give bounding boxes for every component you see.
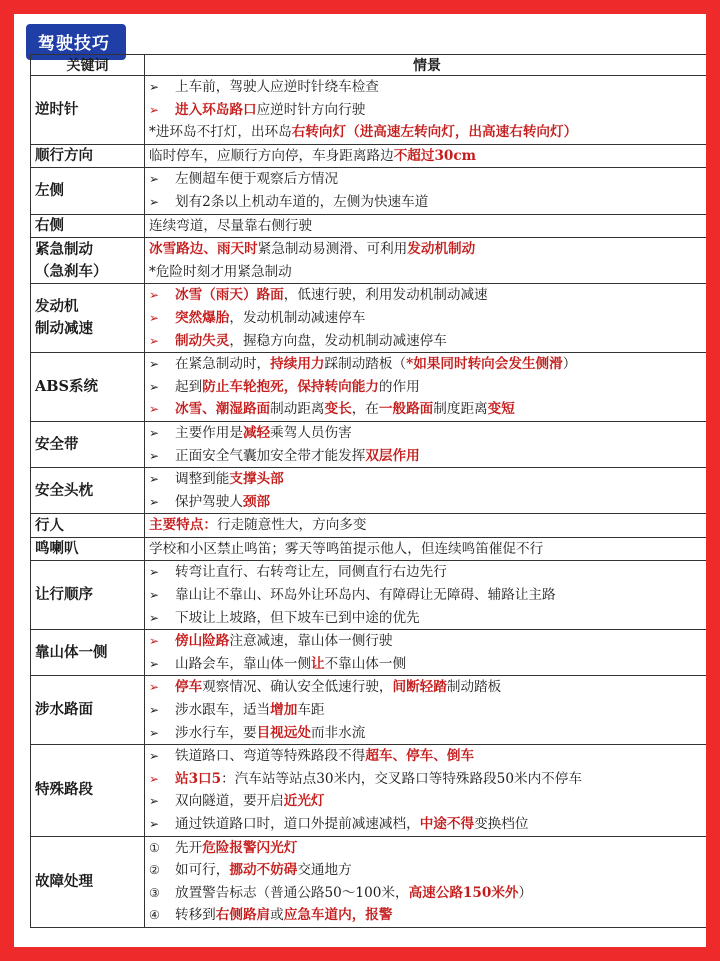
scenario-line — [149, 398, 705, 421]
scenario-cell — [145, 168, 707, 214]
keyword-text: 紧急制动 — [35, 240, 93, 258]
highlight-text: 挪动不妨碍 — [229, 862, 298, 879]
body-text: 注意减速，靠山体一侧行驶 — [229, 633, 393, 650]
bullet-icon: ➢ — [149, 194, 160, 209]
scenario-cell — [145, 836, 707, 927]
scenario-line — [149, 445, 705, 468]
table-row — [31, 284, 707, 353]
scenario-line — [149, 607, 705, 630]
keyword-cell — [31, 421, 145, 467]
highlight-text: 主要特点： — [149, 517, 217, 534]
keyword-text: 逆时针 — [35, 100, 79, 118]
highlight-text: 增加 — [270, 702, 298, 719]
scenario-line — [149, 215, 705, 238]
bullet-icon: ➢ — [149, 80, 160, 94]
table-row — [31, 537, 707, 561]
scenario-line — [149, 376, 705, 399]
highlight-text: 冰雪路边、雨天时 — [149, 241, 258, 258]
highlight-text: 持续用力 — [270, 356, 325, 373]
scenario-cell — [145, 76, 707, 145]
highlight-text: 一般路面 — [378, 401, 434, 418]
keyword-cell — [31, 468, 145, 514]
body-text: 正面安全气囊加安全带才能发挥 — [175, 447, 366, 464]
highlight-text: 右转向灯（进高速左转向灯，出高速右转向灯） — [291, 124, 578, 141]
highlight-text: 不超过30cm — [393, 147, 477, 164]
keyword-text: 行人 — [35, 516, 64, 534]
body-text: 制度距离 — [433, 401, 488, 418]
bullet-icon: ➢ — [149, 402, 160, 417]
scenario-line — [149, 261, 705, 284]
scenario-cell — [145, 561, 707, 630]
scenario-line — [149, 882, 705, 905]
keyword-text: 涉水路面 — [35, 701, 93, 719]
bullet-icon: ➢ — [149, 817, 160, 831]
highlight-text: 减轻 — [242, 424, 271, 441]
highlight-text: 间断轻踏 — [392, 679, 447, 696]
bullet-icon: ➢ — [149, 771, 160, 786]
body-text: 应逆时针方向行驶 — [256, 101, 366, 118]
highlight-text: 防止车轮抱死，保持转向能力 — [202, 378, 379, 395]
table-row — [31, 676, 707, 745]
scenario-cell — [145, 284, 707, 353]
body-text: ） — [518, 884, 533, 901]
scenario-line — [149, 722, 705, 745]
scenario-line — [149, 99, 705, 122]
scenario-line — [149, 837, 705, 860]
table-row — [31, 468, 707, 514]
body-text: 上车前，驾驶人应逆时针绕车检查 — [175, 79, 379, 95]
table-row — [31, 238, 707, 284]
body-text: 制动踏板 — [446, 679, 502, 696]
body-text: 或 — [270, 907, 284, 924]
table-row — [31, 421, 707, 467]
highlight-text: 制动失灵 — [175, 332, 230, 349]
body-text: 山路会车，靠山体一侧 — [175, 655, 311, 672]
body-text: 起到 — [175, 378, 203, 395]
scenario-line — [149, 699, 705, 722]
scenario-line — [149, 514, 705, 537]
keyword-text: 特殊路段 — [35, 781, 93, 799]
scenario-cell — [145, 214, 707, 238]
header-row — [31, 55, 707, 76]
bullet-icon: ➢ — [149, 333, 160, 348]
bullet-icon: ➢ — [149, 610, 160, 625]
scenario-line — [149, 584, 705, 607]
body-text: 划有2条以上机动车道的，左侧为快速车道 — [175, 193, 429, 210]
scenario-cell — [145, 676, 707, 745]
body-text: 连续弯道，尽量靠右侧行驶 — [149, 217, 313, 234]
keyword-cell — [31, 561, 145, 630]
highlight-text: 站3口5 — [175, 770, 222, 787]
table-row — [31, 144, 707, 168]
body-text: 在紧急制动时， — [175, 356, 271, 373]
body-text: 通过铁道路口时，道口外提前减速减档， — [175, 816, 420, 832]
scenario-line — [149, 330, 705, 353]
highlight-text: 变短 — [487, 401, 515, 418]
body-text: 的作用 — [378, 378, 420, 395]
scenario-line — [149, 745, 705, 768]
scenario-cell — [145, 468, 707, 514]
keyword-cell — [31, 836, 145, 927]
scenario-cell — [145, 144, 707, 168]
body-text: 放置警告标志（普通公路50～100米， — [175, 884, 409, 901]
bullet-icon: ➢ — [149, 288, 160, 303]
bullet-icon: ➢ — [149, 379, 160, 394]
scenario-line — [149, 904, 705, 927]
keyword-text: ABS系统 — [35, 378, 98, 396]
body-text: 行走随意性大，方向多变 — [216, 517, 367, 534]
bullet-icon: ② — [149, 863, 160, 878]
highlight-text: 超车、停车、倒车 — [365, 748, 475, 765]
body-text: 乘驾人员伤害 — [270, 424, 352, 441]
scenario-line — [149, 653, 705, 676]
keyword-text: 制动减速 — [35, 320, 93, 338]
highlight-text: 变长 — [324, 401, 352, 418]
body-text: 踩制动踏板（ — [324, 356, 407, 373]
tips-table — [30, 54, 706, 928]
body-text: ，低速行驶，利用发动机制动减速 — [283, 287, 488, 304]
highlight-text: 发动机制动 — [407, 241, 476, 258]
keyword-cell — [31, 238, 145, 284]
keyword-cell — [31, 537, 145, 561]
body-text: 临时停车，应顺行方向停，车身距离路边 — [149, 147, 394, 164]
keyword-text: （急刹车） — [35, 262, 108, 280]
keyword-text: 发动机 — [35, 298, 79, 316]
keyword-text: 故障处理 — [35, 872, 93, 890]
bullet-icon: ➢ — [149, 357, 160, 372]
body-text: 转弯让直行、右转弯让左，同侧直行右边先行 — [175, 564, 447, 581]
scenario-line — [149, 76, 705, 99]
highlight-text: 停车 — [175, 679, 203, 696]
body-text: ，握稳方向盘，发动机制动减速停车 — [229, 332, 447, 349]
keyword-cell — [31, 745, 145, 836]
bullet-icon: ➢ — [149, 680, 160, 695]
highlight-text: 冰雪（雨天）路面 — [175, 287, 284, 304]
bullet-icon: ④ — [149, 908, 160, 923]
scenario-line — [149, 538, 705, 561]
scenario-cell — [145, 238, 707, 284]
scenario-line — [149, 121, 705, 144]
highlight-text: 傍山险路 — [175, 633, 230, 650]
scenario-line — [149, 561, 705, 584]
bullet-icon: ➢ — [149, 749, 160, 764]
bullet-icon: ➢ — [149, 656, 160, 671]
keyword-cell — [31, 76, 145, 145]
body-text: ：汽车站等站点30米内，交叉路口等特殊路段50米内不停车 — [221, 770, 582, 787]
scenario-line — [149, 859, 705, 882]
scenario-line — [149, 790, 705, 813]
highlight-text: 中途不得 — [419, 816, 475, 832]
scenario-line — [149, 238, 705, 261]
highlight-text: 支撑头部 — [229, 471, 284, 488]
table-row — [31, 630, 707, 676]
scenario-cell — [145, 421, 707, 467]
body-text: 而非水流 — [310, 724, 366, 741]
scenario-cell — [145, 745, 707, 836]
highlight-text: 应急车道内，报警 — [283, 907, 393, 924]
scenario-line — [149, 191, 705, 214]
scenario-line — [149, 468, 705, 491]
highlight-text: 颈部 — [242, 493, 271, 510]
body-text: *危险时刻才用紧急制动 — [149, 263, 292, 280]
body-text: 制动距离 — [270, 401, 325, 418]
highlight-text: 进入环岛路口 — [175, 101, 257, 118]
keyword-cell — [31, 514, 145, 538]
scenario-line — [149, 630, 705, 653]
keyword-text: 安全带 — [35, 435, 79, 453]
body-text: 转移到 — [175, 907, 216, 924]
scenario-line — [149, 491, 705, 514]
keyword-cell — [31, 214, 145, 238]
body-text: 变换档位 — [474, 816, 529, 832]
scenario-cell — [145, 353, 707, 422]
scenario-cell — [145, 630, 707, 676]
scenario-line — [149, 676, 705, 699]
header-keyword: 关键词 — [31, 55, 145, 76]
bullet-icon: ③ — [149, 885, 160, 900]
bullet-icon: ➢ — [149, 634, 160, 649]
scenario-line — [149, 168, 705, 191]
body-text: 主要作用是 — [175, 424, 243, 441]
scenario-cell — [145, 537, 707, 561]
keyword-cell — [31, 353, 145, 422]
body-text: 先开 — [175, 839, 203, 856]
keyword-text: 安全头枕 — [35, 481, 93, 499]
bullet-icon: ➢ — [149, 565, 160, 580]
table-row — [31, 214, 707, 238]
keyword-cell — [31, 144, 145, 168]
keyword-cell — [31, 168, 145, 214]
body-text: 涉水行车，要 — [175, 724, 257, 741]
body-text: 保护驾驶人 — [175, 493, 243, 510]
highlight-text: 目视远处 — [256, 724, 311, 741]
body-text: 车距 — [297, 702, 325, 719]
highlight-text: 突然爆胎 — [175, 309, 230, 326]
bullet-icon: ➢ — [149, 794, 160, 809]
keyword-text: 鸣喇叭 — [35, 540, 79, 558]
body-text: 靠山让不靠山、环岛外让环岛内、有障碍让无障碍、辅路让主路 — [175, 587, 556, 604]
body-text: 交通地方 — [297, 862, 352, 879]
bullet-icon: ➢ — [149, 172, 160, 187]
keyword-cell — [31, 676, 145, 745]
keyword-cell — [31, 284, 145, 353]
table-row — [31, 836, 707, 927]
scenario-line — [149, 813, 705, 836]
bullet-icon: ➢ — [149, 448, 160, 463]
body-text: ，在 — [351, 401, 379, 418]
body-text: 紧急制动易测滑、可利用 — [257, 241, 408, 258]
bullet-icon: ➢ — [149, 494, 160, 509]
body-text: 双向隧道，要开启 — [175, 793, 284, 810]
scenario-line — [149, 284, 705, 307]
keyword-text: 靠山体一侧 — [35, 643, 108, 661]
body-text: 调整到能 — [175, 471, 230, 488]
scenario-line — [149, 422, 705, 445]
highlight-text: *如果同时转向会发生侧滑 — [406, 356, 563, 373]
bullet-icon: ① — [149, 840, 160, 855]
bullet-icon: ➢ — [149, 472, 160, 487]
scenario-line — [149, 307, 705, 330]
document-sheet — [14, 14, 706, 947]
body-text: 观察情况、确认安全低速行驶， — [202, 679, 393, 696]
body-text: 如可行， — [175, 862, 230, 879]
scenario-line — [149, 353, 705, 376]
highlight-text: 危险报警闪光灯 — [202, 839, 298, 856]
scenario-line — [149, 145, 705, 168]
table-row — [31, 168, 707, 214]
highlight-text: 冰雪、潮湿路面 — [175, 401, 271, 418]
keyword-text: 左侧 — [35, 181, 64, 199]
highlight-text: 高速公路150米外 — [408, 884, 519, 901]
body-text: ） — [562, 356, 577, 373]
body-text: 涉水跟车，适当 — [175, 702, 271, 719]
header-scenario: 情景 — [145, 55, 707, 76]
table-row — [31, 514, 707, 538]
bullet-icon: ➢ — [149, 725, 160, 740]
table-row — [31, 353, 707, 422]
body-text: 学校和小区禁止鸣笛；雾天等鸣笛提示他人，但连续鸣笛催促不行 — [149, 540, 544, 557]
keyword-text: 让行顺序 — [35, 586, 93, 604]
body-text: 不靠山体一侧 — [324, 655, 407, 672]
table-row — [31, 561, 707, 630]
highlight-text: 近光灯 — [283, 793, 325, 810]
highlight-text: 双层作用 — [365, 447, 420, 464]
bullet-icon: ➢ — [149, 102, 160, 117]
keyword-text: 顺行方向 — [35, 147, 93, 165]
keyword-cell — [31, 630, 145, 676]
bullet-icon: ➢ — [149, 310, 160, 325]
body-text: 铁道路口、弯道等特殊路段不得 — [175, 748, 366, 765]
table-row — [31, 76, 707, 145]
highlight-text: 让 — [310, 655, 325, 672]
highlight-text: 右侧路肩 — [215, 907, 271, 924]
bullet-icon: ➢ — [149, 425, 160, 440]
scenario-cell — [145, 514, 707, 538]
scenario-line — [149, 768, 705, 791]
page-title: 驾驶技巧 — [26, 24, 126, 60]
body-text: 左侧超车便于观察后方情况 — [175, 171, 339, 188]
body-text: 下坡让上坡路，但下坡车已到中途的优先 — [175, 609, 420, 626]
bullet-icon: ➢ — [149, 588, 160, 603]
body-text: ，发动机制动减速停车 — [229, 309, 366, 326]
keyword-text: 右侧 — [35, 216, 64, 234]
bullet-icon: ➢ — [149, 703, 160, 718]
body-text: *进环岛不打灯，出环岛 — [149, 124, 292, 141]
table-row — [31, 745, 707, 836]
